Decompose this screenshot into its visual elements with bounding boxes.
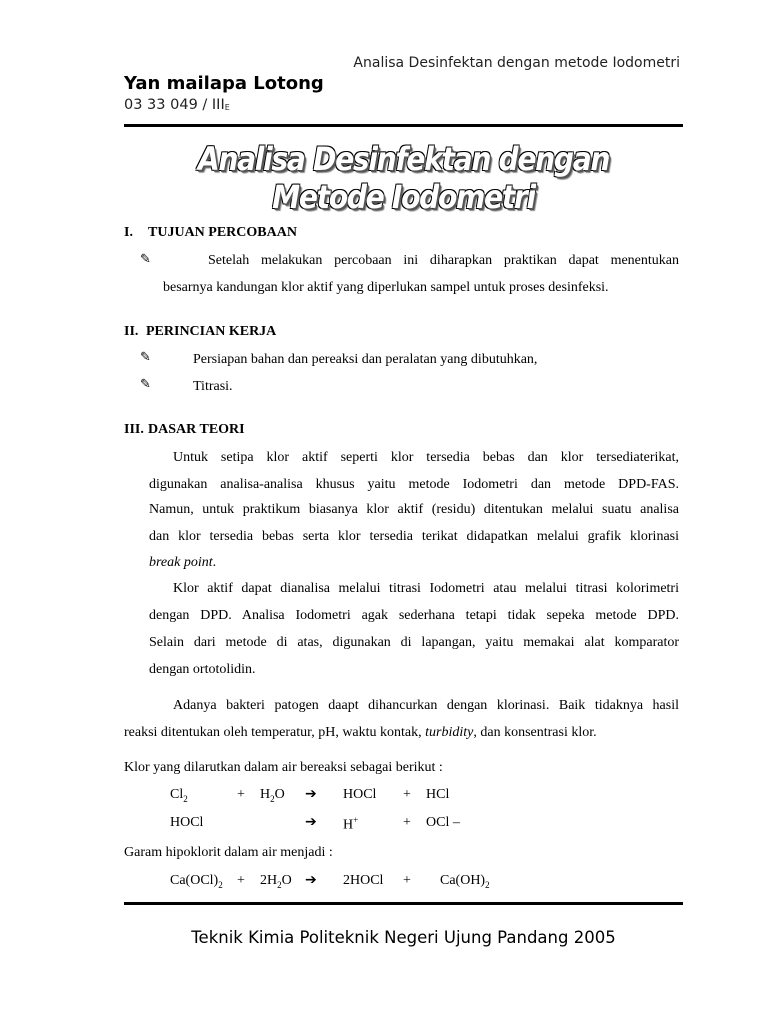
reaction-3-reactant-a: $Ca(OCl)_2$ bbox=[170, 873, 223, 890]
paragraph-1-line: digunakan analisa-analisa khusus yaitu metode Iodometri dan metode DPD-FAS. bbox=[149, 477, 679, 492]
plus-sign: + bbox=[403, 787, 411, 802]
reaction-2-reactant-a: HOCl bbox=[170, 815, 204, 830]
paragraph-1-line: Untuk setipa klor aktif seperti klor tersedia bebas dan klor tersediaterikat, bbox=[173, 450, 679, 465]
student-id: 03 33 $049 / III_E$ bbox=[124, 97, 230, 113]
paragraph-2-line: dengan DPD. Analisa Iodometri agak sederhana tetapi tidak sepeka metode DPD. bbox=[149, 608, 679, 623]
reaction-1-reactant-b: $H_2O$ bbox=[260, 787, 285, 804]
reaction-2-product-c: H+ bbox=[343, 815, 359, 833]
reaction-1-reactant-a: $Cl_2$ bbox=[170, 787, 188, 804]
paragraph-1-line: break point. bbox=[149, 555, 217, 570]
section-1-text-line: Setelah melakukan percobaan ini diharapkan praktikan dapat menentukan bbox=[208, 253, 679, 268]
section-2-number: II. bbox=[124, 324, 139, 339]
reaction-arrow-icon: ➔ bbox=[305, 786, 317, 802]
reaction-3-product-d: $Ca(OH)_2$ bbox=[440, 873, 490, 890]
footer-rule bbox=[124, 902, 683, 905]
section-2-heading: PERINCIAN KERJA bbox=[146, 324, 277, 339]
reaction-2-product-d: OCl – bbox=[426, 815, 460, 830]
paragraph-3-line: reaksi ditentukan oleh temperatur, pH, waktu kontak, turbidity, dan konsentrasi klor. bbox=[124, 725, 597, 740]
plus-sign: + bbox=[403, 815, 411, 830]
section-1-heading: TUJUAN PERCOBAAN bbox=[148, 225, 297, 240]
paragraph-1-line: dan klor tersedia bebas serta klor tersedia terikat didapatkan melalui grafik klorinasi bbox=[149, 529, 679, 544]
document-title: Analisa Desinfektan dengan Metode Iodometri bbox=[197, 140, 610, 216]
pencil-bullet-icon: ✎ bbox=[140, 350, 151, 365]
section-3-heading: DASAR TEORI bbox=[148, 422, 245, 437]
reaction-arrow-icon: ➔ bbox=[305, 872, 317, 888]
hypochlorite-intro: Garam hipoklorit dalam air menjadi : bbox=[124, 845, 333, 860]
plus-sign: + bbox=[403, 873, 411, 888]
paragraph-3-line: Adanya bakteri patogen daapt dihancurkan dengan klorinasi. Baik tidaknya hasil bbox=[173, 698, 679, 713]
reaction-3-product-c: 2HOCl bbox=[343, 873, 384, 888]
header-rule bbox=[124, 124, 683, 127]
reaction-arrow-icon: ➔ bbox=[305, 814, 317, 830]
paragraph-1-line: Namun, untuk praktikum biasanya klor aktif (residu) ditentukan melalui suatu analisa bbox=[149, 502, 679, 517]
work-item: Persiapan bahan dan pereaksi dan peralatan yang dibutuhkan, bbox=[193, 352, 538, 367]
pencil-bullet-icon: ✎ bbox=[140, 377, 151, 392]
plus-sign: + bbox=[237, 787, 245, 802]
section-1-number: I. bbox=[124, 225, 133, 240]
section-1-text-line: besarnya kandungan klor aktif yang diperlukan sampel untuk proses desinfeksi. bbox=[163, 280, 609, 295]
paragraph-2-line: Selain dari metode di atas, digunakan di lapangan, yaitu memakai alat komparator bbox=[149, 635, 679, 650]
pencil-bullet-icon: ✎ bbox=[140, 252, 151, 267]
author-name: Yan mailapa Lotong bbox=[124, 73, 324, 94]
reaction-1-product-d: HCl bbox=[426, 787, 450, 802]
reaction-3-reactant-b: $2H_2O$ bbox=[260, 873, 292, 890]
work-item: Titrasi. bbox=[193, 379, 233, 394]
plus-sign: + bbox=[237, 873, 245, 888]
reaction-1-product-c: HOCl bbox=[343, 787, 377, 802]
section-3-number: III. bbox=[124, 422, 144, 437]
reaction-intro: Klor yang dilarutkan dalam air bereaksi sebagai berikut : bbox=[124, 760, 443, 775]
page-footer: Teknik Kimia Politeknik Negeri Ujung Pandang 2005 bbox=[191, 928, 616, 947]
running-header: Analisa Desinfektan dengan metode Iodometri bbox=[353, 55, 680, 71]
paragraph-2-line: Klor aktif dapat dianalisa melalui titrasi Iodometri atau melalui titrasi kolorimetri bbox=[173, 581, 679, 596]
paragraph-2-line: dengan ortotolidin. bbox=[149, 662, 256, 677]
